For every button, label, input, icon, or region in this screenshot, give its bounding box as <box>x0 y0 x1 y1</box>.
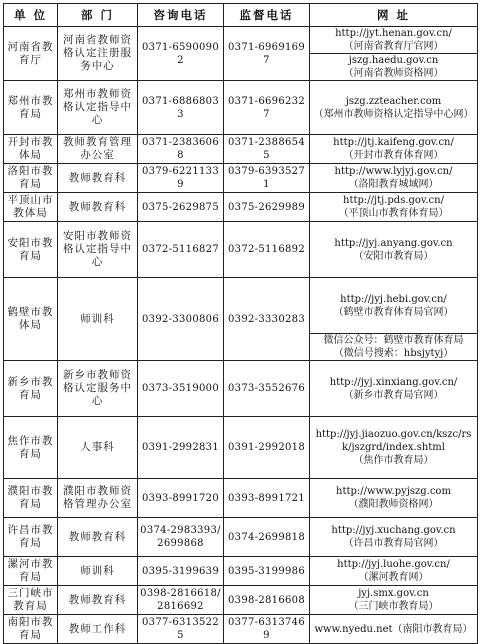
dept-cell: 教师教育科 <box>58 164 138 193</box>
table-row <box>4 278 478 334</box>
supervise-phone-cell: 0374-2699818 <box>224 518 310 557</box>
table-row <box>4 135 478 164</box>
website-line[interactable]: jszg.zzteacher.com <box>345 95 442 107</box>
website-cell <box>310 557 478 586</box>
website-line[interactable]: http://jyj.anyang.gov.cn <box>334 237 453 249</box>
dept-cell: 新乡市教师资格认定服务中心 <box>58 361 138 417</box>
table-row <box>4 81 478 135</box>
dept-cell: 教师教育科 <box>58 518 138 557</box>
consult-phone-cell: 0373-3519000 <box>138 361 224 417</box>
dept-cell: 濮阳市教师资格管理办公室 <box>58 479 138 518</box>
consult-phone-cell: 0379-62211339 <box>138 164 224 193</box>
supervise-phone-cell: 0377-63137469 <box>224 615 310 644</box>
consult-phone-cell: 0371-68868033 <box>138 81 224 135</box>
dept-cell: 安阳市教师资格认定指导中心 <box>58 222 138 278</box>
contact-table-wrapper <box>3 3 477 644</box>
consult-phone-cell: 0395-3199639 <box>138 557 224 586</box>
website-line: （开封市教育体育网） <box>343 150 444 161</box>
supervise-phone-cell: 0373-3552676 <box>224 361 310 417</box>
table-row <box>4 222 478 278</box>
website-line: （三门峡市教育局） <box>348 601 439 612</box>
table-row <box>4 518 478 557</box>
table-row <box>4 479 478 518</box>
website-line: （河南省教育厅官网） <box>343 41 444 52</box>
website-cell <box>310 27 478 54</box>
consult-phone-cell: 0375-2629875 <box>138 193 224 222</box>
supervise-phone-cell: 0392-3330283 <box>224 278 310 361</box>
unit-cell: 洛阳市教育局 <box>4 164 58 193</box>
unit-cell: 平顶山市教体局 <box>4 193 58 222</box>
website-line: （漯河教育网） <box>358 572 429 583</box>
website-line: （鹤壁市教育体育局官网） <box>333 306 454 318</box>
table-header-row <box>4 4 478 27</box>
website-line[interactable]: jszg.haedu.gov.cn <box>348 55 439 66</box>
consult-phone-cell: 0371-23836068 <box>138 135 224 164</box>
website-line: （平顶山市教育体育局） <box>338 208 449 219</box>
dept-cell: 教师教育管理办公室 <box>58 135 138 164</box>
website-cell <box>310 135 478 164</box>
website-line: （濮阳教师资格网） <box>348 499 439 510</box>
website-cell <box>310 615 478 644</box>
website-line[interactable]: jyj.smx.gov.cn <box>358 588 429 599</box>
unit-cell: 漯河市教育局 <box>4 557 58 586</box>
dept-cell: 师训科 <box>58 278 138 361</box>
website-cell <box>310 278 478 334</box>
consult-phone-cell: 0398-2816618/2816692 <box>138 586 224 615</box>
consult-phone-cell: 0393-8991720 <box>138 479 224 518</box>
website-line: （许昌市教育局官网） <box>343 538 444 549</box>
supervise-phone-cell: 0375-2629989 <box>224 193 310 222</box>
website-cell <box>310 479 478 518</box>
unit-cell: 濮阳市教育局 <box>4 479 58 518</box>
consult-phone-cell: 0392-3300806 <box>138 278 224 361</box>
website-cell <box>310 361 478 417</box>
website-line: （安阳市教育局） <box>353 250 434 262</box>
table-row <box>4 361 478 417</box>
supervise-phone-cell: 0395-3199986 <box>224 557 310 586</box>
dept-cell: 郑州市教师资格认定指导中心 <box>58 81 138 135</box>
supervise-phone-cell: 0393-8991721 <box>224 479 310 518</box>
website-cell <box>310 164 478 193</box>
website-line[interactable]: http://jtj.pds.gov.cn/ <box>343 195 444 206</box>
consult-phone-cell: 0391-2992831 <box>138 417 224 479</box>
consult-phone-cell: 0374-2983393/2699868 <box>138 518 224 557</box>
unit-cell: 安阳市教育局 <box>4 222 58 278</box>
unit-cell: 河南省教育厅 <box>4 27 58 81</box>
website-line: （微信号搜索：hbsjytyj） <box>333 348 454 359</box>
website-line: （河南省教师资格网） <box>343 68 444 79</box>
unit-cell: 鹤壁市教体局 <box>4 278 58 361</box>
website-line[interactable]: http://jyj.jiaozuo.gov.cn/kszc/rsk/jszgrd/index.shtml <box>315 429 472 453</box>
website-line[interactable]: http://jyj.hebi.gov.cn/ <box>340 293 447 305</box>
header-consult-phone: 咨询电话 <box>138 4 224 27</box>
supervise-phone-cell: 0371-69691697 <box>224 27 310 81</box>
table-row <box>4 417 478 479</box>
website-cell <box>310 81 478 135</box>
website-line[interactable]: http://jyt.henan.gov.cn/ <box>335 28 452 39</box>
dept-cell: 人事科 <box>58 417 138 479</box>
website-cell <box>310 334 478 361</box>
supervise-phone-cell: 0372-5116892 <box>224 222 310 278</box>
dept-cell: 教师教育科 <box>58 193 138 222</box>
website-line[interactable]: http://jyj.xinxiang.gov.cn/ <box>329 376 458 388</box>
unit-cell: 郑州市教育局 <box>4 81 58 135</box>
unit-cell: 开封市教体局 <box>4 135 58 164</box>
supervise-phone-cell: 0391-2992018 <box>224 417 310 479</box>
supervise-phone-cell: 0379-63935271 <box>224 164 310 193</box>
table-row <box>4 164 478 193</box>
header-supervise-phone: 监督电话 <box>224 4 310 27</box>
unit-cell: 新乡市教育局 <box>4 361 58 417</box>
website-cell <box>310 518 478 557</box>
supervise-phone-cell: 0371-23886545 <box>224 135 310 164</box>
table-row <box>4 586 478 615</box>
header-dept: 部 门 <box>58 4 138 27</box>
consult-phone-cell: 0372-5116827 <box>138 222 224 278</box>
website-line[interactable]: http://jyj.xuchang.gov.cn <box>331 525 456 536</box>
unit-cell: 许昌市教育局 <box>4 518 58 557</box>
unit-cell: 南阳市教育局 <box>4 615 58 644</box>
website-cell <box>310 193 478 222</box>
website-line[interactable]: http://www.lyjyj.gov.cn/ <box>334 166 453 177</box>
website-line: （洛阳教育城域网） <box>348 179 439 190</box>
supervise-phone-cell: 0371-66962327 <box>224 81 310 135</box>
website-cell <box>310 222 478 278</box>
website-line: （焦作市教育局） <box>353 455 434 466</box>
table-body <box>4 27 478 644</box>
consult-phone-cell: 0377-63135225 <box>138 615 224 644</box>
dept-cell: 河南省教师资格认定注册服务中心 <box>58 27 138 81</box>
website-line[interactable]: www.nyedu.net（南阳市教育局） <box>314 623 473 635</box>
header-website: 网 址 <box>310 4 478 27</box>
website-cell <box>310 417 478 479</box>
website-line[interactable]: 微信公众号：鹤壁市教育体育局 <box>323 335 464 346</box>
website-line: （新乡市教育局官网） <box>343 389 444 401</box>
unit-cell: 焦作市教育局 <box>4 417 58 479</box>
table-row <box>4 615 478 644</box>
website-line: （郑州市教师资格认定指导中心网） <box>313 108 474 120</box>
website-line[interactable]: http://jtj.kaifeng.gov.cn/ <box>333 137 454 148</box>
dept-cell: 师训科 <box>58 557 138 586</box>
website-line[interactable]: http://jyj.luohe.gov.cn/ <box>337 559 450 570</box>
table-row <box>4 193 478 222</box>
website-cell <box>310 586 478 615</box>
dept-cell: 教师工作科 <box>58 615 138 644</box>
table-row <box>4 557 478 586</box>
contact-table <box>3 3 478 644</box>
website-line[interactable]: http://www.pyjszg.com <box>336 486 451 497</box>
consult-phone-cell: 0371-65900902 <box>138 27 224 81</box>
supervise-phone-cell: 0398-2816608 <box>224 586 310 615</box>
header-unit: 单 位 <box>4 4 58 27</box>
table-row <box>4 27 478 54</box>
website-cell <box>310 54 478 81</box>
unit-cell: 三门峡市教育局 <box>4 586 58 615</box>
dept-cell: 教师教育科 <box>58 586 138 615</box>
